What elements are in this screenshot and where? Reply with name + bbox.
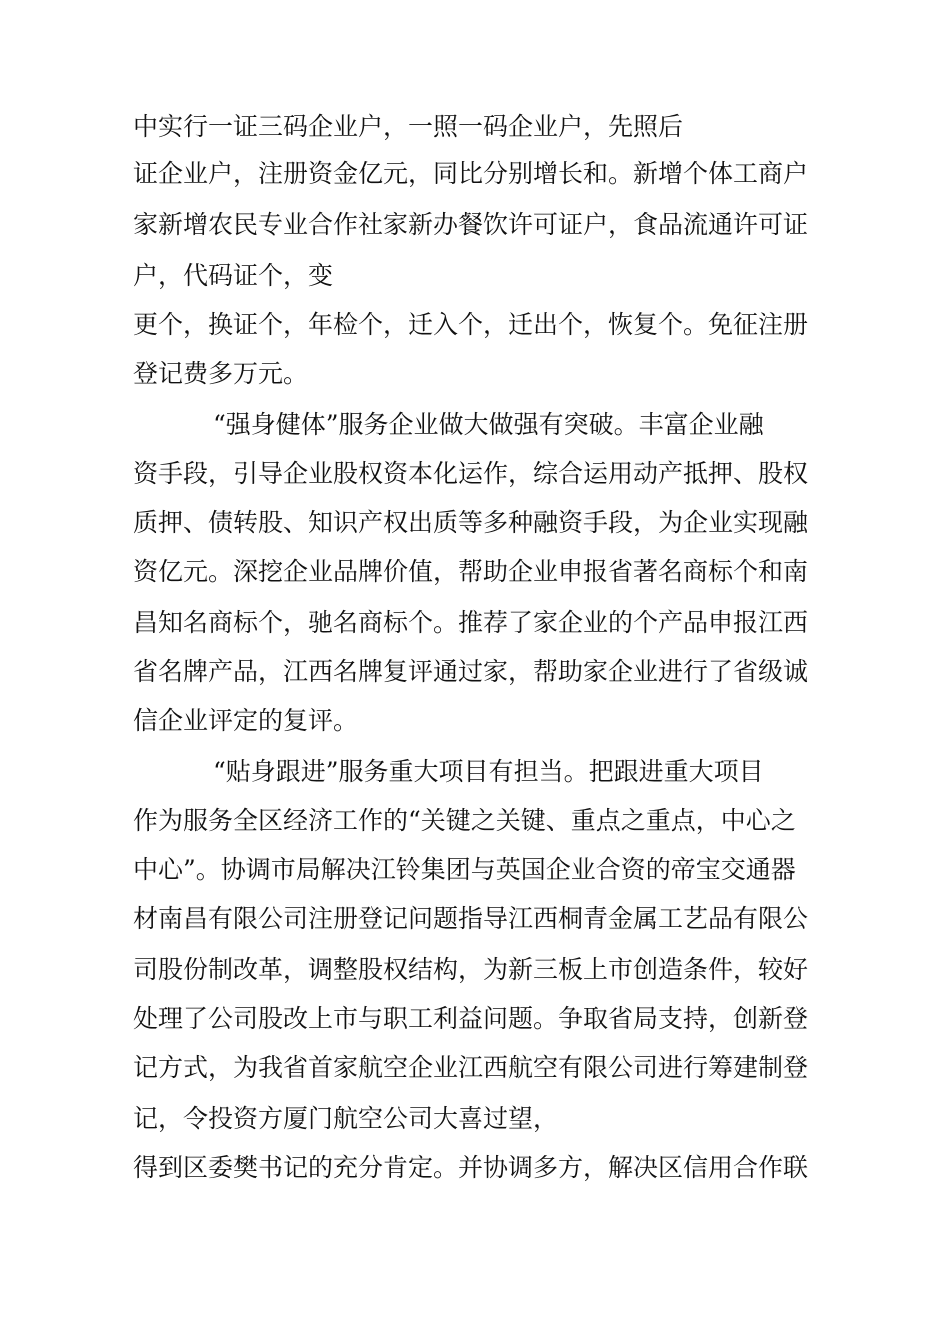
- text-line: 昌知名商标个，驰名商标个。推荐了家企业的个产品申报江西: [133, 608, 809, 637]
- text-line: 得到区委樊书记的充分肯定。并协调多方，解决区信用合作联: [133, 1153, 809, 1182]
- text-line: 记方式，为我省首家航空企业江西航空有限公司进行筹建制登: [133, 1053, 809, 1082]
- text-line: 质押、债转股、知识产权出质等多种融资手段，为企业实现融: [133, 508, 809, 537]
- text-line: 作为服务全区经济工作的“关键之关键、重点之重点，中心之: [133, 806, 796, 835]
- text-line: 更个，换证个，年检个，迁入个，迁出个，恢复个。免征注册: [133, 310, 809, 339]
- text-line: 中实行一证三码企业户，一照一码企业户，先照后: [133, 112, 684, 141]
- paragraph-first-line: “强身健体”服务企业做大做强有突破。丰富企业融: [213, 410, 764, 439]
- text-line: 登记费多万元。: [133, 359, 309, 388]
- text-line: 司股份制改革，调整股权结构，为新三板上市创造条件，较好: [133, 955, 809, 984]
- text-line: 中心”。协调市局解决江铃集团与英国企业合资的帝宝交通器: [133, 855, 796, 884]
- text-line: 家新增农民专业合作社家新办餐饮许可证户，食品流通许可证: [133, 210, 809, 239]
- text-line: 证企业户，注册资金亿元，同比分别增长和。新增个体工商户: [133, 159, 809, 188]
- text-line: 材南昌有限公司注册登记问题指导江西桐青金属工艺品有限公: [133, 904, 809, 933]
- text-line: 户，代码证个，变: [133, 261, 334, 290]
- text-line: 资亿元。深挖企业品牌价值，帮助企业申报省著名商标个和南: [133, 557, 809, 586]
- text-line: 资手段，引导企业股权资本化运作，综合运用动产抵押、股权: [133, 459, 809, 488]
- text-line: 省名牌产品，江西名牌复评通过家，帮助家企业进行了省级诚: [133, 657, 809, 686]
- text-line: 处理了公司股改上市与职工利益问题。争取省局支持，创新登: [133, 1004, 809, 1033]
- text-line: 信企业评定的复评。: [133, 706, 359, 735]
- text-line: 记，令投资方厦门航空公司大喜过望，: [133, 1104, 559, 1133]
- paragraph-first-line: “贴身跟进”服务重大项目有担当。把跟进重大项目: [213, 757, 764, 786]
